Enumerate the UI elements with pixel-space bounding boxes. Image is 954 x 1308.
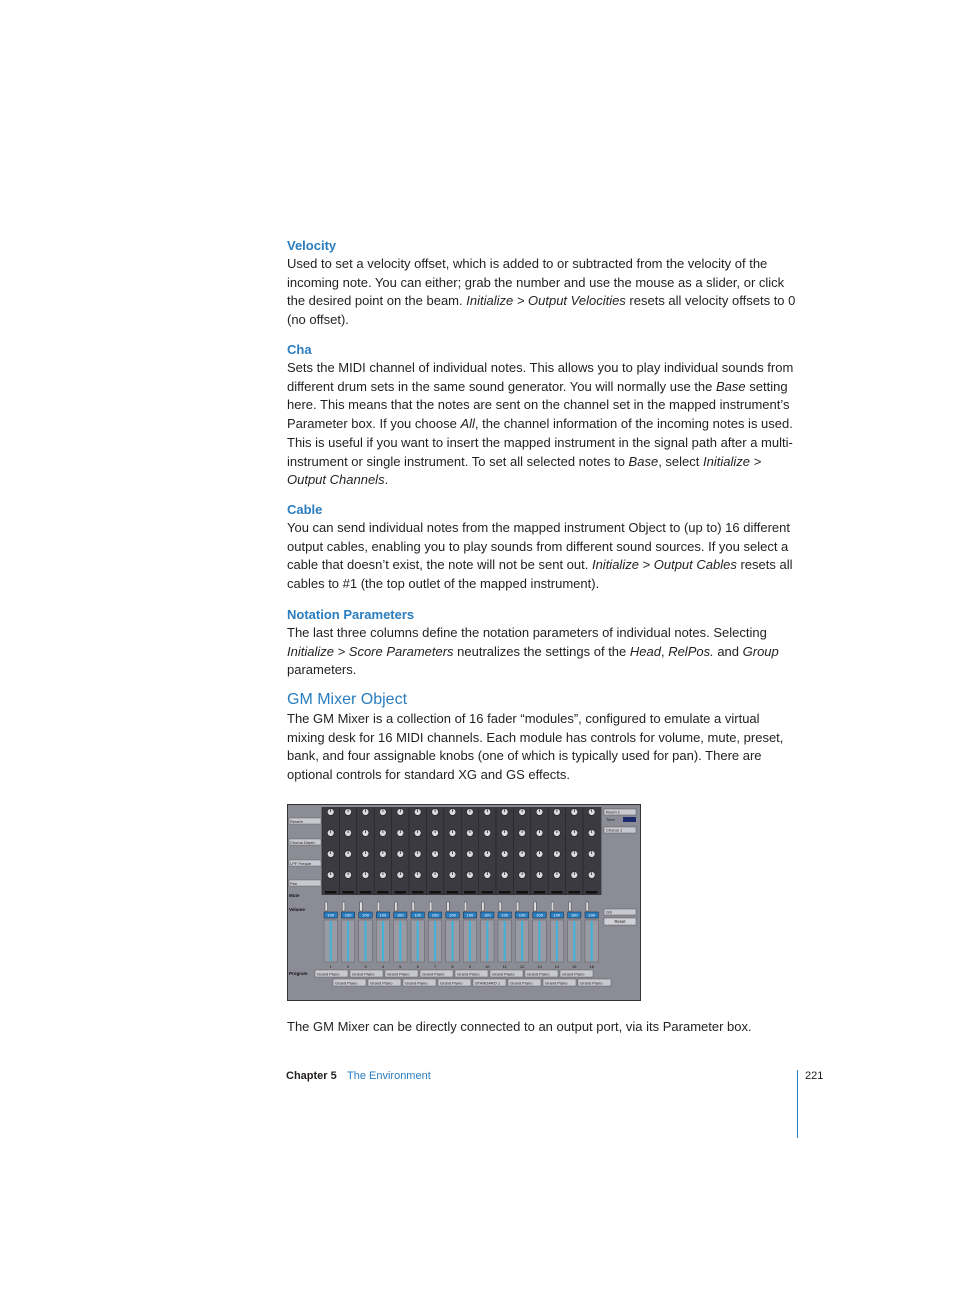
fader-handle[interactable] — [534, 902, 537, 911]
body-cable: You can send individual notes from the mapped instrument Object to (up to) 16 different output cables, enabling you to play sounds from different sound sources. If you select a cable that doesn’t exist, the note will not be sent out. Initialize > Output Cables resets all cables to #1 (the top outlet of the mapped instrument). — [287, 520, 793, 592]
volume-value: 100 — [588, 912, 596, 918]
channel-number: 13 — [537, 964, 542, 969]
program-label: Program — [289, 971, 308, 976]
program-name: Grand Piano — [335, 980, 358, 986]
chorus-type: Chorus 1 — [606, 827, 623, 833]
channel-number: 16 — [589, 964, 594, 969]
mute-button[interactable] — [412, 891, 423, 894]
program-name: Grand Piano — [405, 980, 428, 986]
section-cha — [287, 341, 799, 490]
fader-handle[interactable] — [360, 902, 363, 911]
volume-value: 100 — [379, 912, 387, 918]
section-after-figure — [287, 1018, 799, 1037]
row-label-3: Pan — [290, 881, 298, 886]
fader-handle[interactable] — [464, 902, 467, 911]
fader-fill[interactable] — [521, 921, 523, 961]
time-label: Time — [606, 817, 615, 822]
channel-number: 3 — [364, 964, 367, 969]
fader-fill[interactable] — [591, 921, 593, 961]
volume-value: 100 — [501, 912, 509, 918]
mute-button[interactable] — [464, 891, 475, 894]
time-value-box[interactable] — [623, 817, 636, 822]
body-gm-mixer: The GM Mixer is a collection of 16 fader “modules”, configured to emulate a virtual mixing desk for 16 MIDI channels. Each module has controls for volume, mute, preset, bank, and four assignable knobs (one of which is typically used for pan). There are optional controls for standard XG and GS effects. — [287, 711, 784, 783]
section-gm-mixer — [287, 690, 799, 785]
volume-value: 100 — [570, 912, 578, 918]
mute-button[interactable] — [534, 891, 545, 894]
fader-handle[interactable] — [499, 902, 502, 911]
mute-button[interactable] — [377, 891, 388, 894]
fader-handle[interactable] — [325, 902, 328, 911]
body-notation: The last three columns define the notation parameters of individual notes. Selecting Initialize > Score Parameters neutralizes the settings of the Head, RelPos. and Group parameters. — [287, 625, 779, 678]
fader-fill[interactable] — [556, 921, 558, 961]
heading-cha: Cha — [287, 342, 312, 357]
fader-fill[interactable] — [330, 921, 332, 961]
fader-handle[interactable] — [395, 902, 398, 911]
mute-button[interactable] — [342, 891, 353, 894]
fader-handle[interactable] — [429, 902, 432, 911]
mute-button[interactable] — [516, 891, 527, 894]
program-name: Grand Piano — [440, 980, 463, 986]
mute-label: Mute — [289, 893, 300, 898]
program-name: Grand Piano — [352, 971, 375, 977]
heading-gm-mixer: GM Mixer Object — [287, 691, 408, 708]
volume-label: Volume — [289, 907, 305, 912]
reset-label: Reset — [614, 919, 626, 925]
program-name: Grand Piano — [580, 980, 603, 986]
channel-number: 8 — [451, 964, 454, 969]
fader-fill[interactable] — [434, 921, 436, 961]
program-name: Grand Piano — [492, 971, 515, 977]
reverb-type: Room 1 — [606, 809, 621, 815]
fader-fill[interactable] — [452, 921, 454, 961]
volume-value: 100 — [483, 912, 491, 918]
mute-button[interactable] — [395, 891, 406, 894]
mute-button[interactable] — [429, 891, 440, 894]
heading-notation: Notation Parameters — [287, 607, 415, 622]
fader-fill[interactable] — [399, 921, 401, 961]
volume-value: 100 — [431, 912, 439, 918]
fader-fill[interactable] — [365, 921, 367, 961]
channel-number: 6 — [416, 964, 419, 969]
volume-value: 100 — [449, 912, 456, 918]
footer-rule — [797, 1070, 798, 1138]
fader-fill[interactable] — [573, 921, 575, 961]
body-velocity: Used to set a velocity offset, which is added to or subtracted from the velocity of the incoming note. You can either; grab the number and use the mouse as a slider, or click the desired point on the beam. Initialize > Output Velocities resets all velocity offsets to 0 (no offset). — [287, 256, 796, 328]
volume-value: 100 — [344, 912, 352, 918]
channel-number: 9 — [468, 964, 472, 969]
channel-number: 11 — [502, 964, 507, 969]
fader-fill[interactable] — [504, 921, 506, 961]
section-velocity — [287, 237, 799, 330]
section-cable — [287, 501, 799, 594]
program-name: STANDARD 1 — [475, 980, 501, 986]
mute-button[interactable] — [586, 891, 597, 894]
program-name: Grand Piano — [562, 971, 585, 977]
volume-value: 100 — [396, 912, 404, 918]
program-name: Grand Piano — [545, 980, 568, 986]
program-name: Grand Piano — [317, 971, 340, 977]
fader-handle[interactable] — [377, 902, 380, 911]
program-name: Grand Piano — [370, 980, 393, 986]
channel-number: 5 — [399, 964, 402, 969]
volume-value: 100 — [536, 912, 543, 918]
fader-fill[interactable] — [469, 921, 471, 961]
volume-value: 100 — [553, 912, 561, 918]
fader-handle[interactable] — [342, 902, 345, 911]
row-label-1: Chorus Depth — [290, 840, 315, 845]
mute-button[interactable] — [447, 891, 458, 894]
fader-handle[interactable] — [516, 902, 519, 911]
mute-button[interactable] — [551, 891, 562, 894]
fader-fill[interactable] — [486, 921, 488, 961]
fader-fill[interactable] — [382, 921, 384, 961]
fader-handle[interactable] — [482, 902, 485, 911]
fader-handle[interactable] — [412, 902, 415, 911]
channel-number: 7 — [433, 964, 437, 969]
gm-mixer-screenshot — [287, 804, 644, 1002]
body-after-figure: The GM Mixer can be directly connected to an output port, via its Parameter box. — [287, 1019, 752, 1034]
footer-chapter: Chapter 5 — [286, 1070, 337, 1082]
program-name: Grand Piano — [422, 971, 445, 977]
mute-button[interactable] — [360, 891, 371, 894]
section-notation — [287, 606, 799, 680]
row-label-2: LPF Freque — [290, 861, 312, 866]
fader-handle[interactable] — [586, 902, 589, 911]
channel-number: 14 — [554, 964, 560, 969]
volume-value: 100 — [466, 912, 474, 918]
mute-button[interactable] — [482, 891, 493, 894]
page-number: 221 — [805, 1070, 824, 1082]
channel-number: 10 — [485, 964, 490, 969]
volume-value: 100 — [414, 912, 422, 918]
fader-handle[interactable] — [551, 902, 554, 911]
gs-label: GS — [606, 909, 612, 915]
mute-button[interactable] — [325, 891, 336, 894]
mute-button[interactable] — [499, 891, 510, 894]
volume-value: 100 — [362, 912, 369, 918]
body-cha: Sets the MIDI channel of individual notes. This allows you to play individual sounds from different drum sets in the same sound generator. You will normally use the Base setting here. This means that the notes are sent on the channel set in the mapped instrument’s Parameter box. If you choose All, the channel information of the incoming notes is used. This is useful if you want to insert the mapped instrument in the signal path after a multi-instrument or single instrument. To set all selected notes to Base, select Initialize > Output Channels. — [287, 360, 794, 488]
program-name: Grand Piano — [387, 971, 410, 977]
footer-chapter-title: The Environment — [347, 1070, 431, 1082]
heading-velocity: Velocity — [287, 238, 337, 253]
program-name: Grand Piano — [527, 971, 550, 977]
mute-button[interactable] — [569, 891, 580, 894]
fader-handle[interactable] — [569, 902, 572, 911]
fader-fill[interactable] — [539, 921, 541, 961]
fader-handle[interactable] — [447, 902, 450, 911]
volume-value: 100 — [518, 912, 526, 918]
channel-number: 4 — [381, 964, 385, 969]
channel-number: 2 — [346, 964, 350, 969]
channel-number: 1 — [329, 964, 332, 969]
channel-number: 12 — [519, 964, 525, 969]
fader-fill[interactable] — [417, 921, 419, 961]
heading-cable: Cable — [287, 502, 323, 517]
program-name: Grand Piano — [510, 980, 533, 986]
fader-fill[interactable] — [347, 921, 349, 961]
program-name: Grand Piano — [457, 971, 480, 977]
volume-value: 100 — [327, 912, 335, 918]
channel-number: 15 — [572, 964, 577, 969]
row-label-0: Reverb — [290, 819, 303, 824]
